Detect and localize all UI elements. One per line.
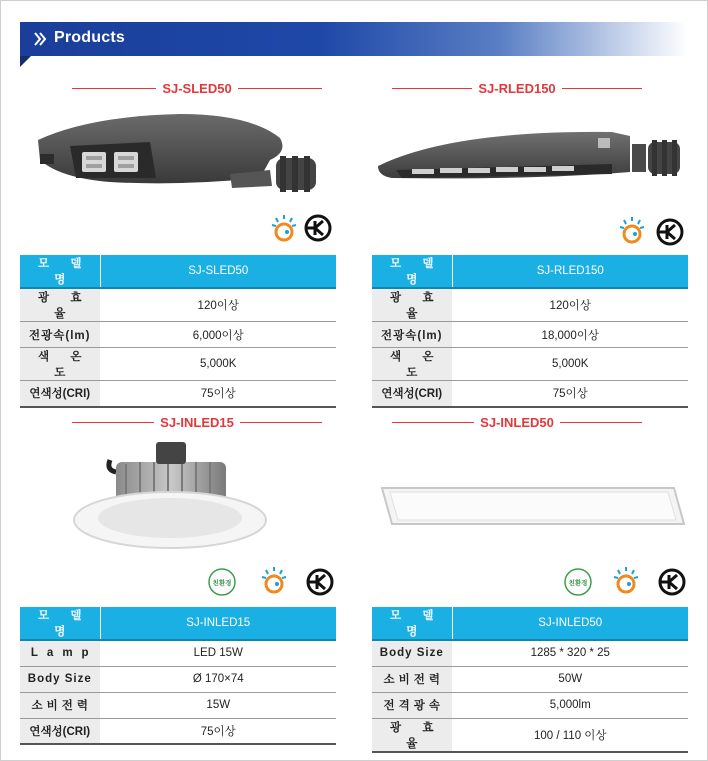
spec-label: Lamp <box>20 640 100 666</box>
spec-label: 광 효 율 <box>20 288 100 322</box>
title-rule <box>238 88 322 89</box>
spec-row <box>20 381 336 407</box>
spec-label: 연색성(CRI) <box>372 381 452 407</box>
efficiency-cert-icon <box>612 566 640 594</box>
spec-row <box>372 288 688 322</box>
spec-row <box>372 322 688 348</box>
spec-label: 연색성(CRI) <box>20 381 100 407</box>
spec-row <box>372 607 688 640</box>
spec-value: 5,000K <box>100 348 336 381</box>
kc-cert-icon <box>658 568 686 596</box>
spec-value: 6,000이상 <box>100 322 336 348</box>
spec-row <box>20 666 336 692</box>
title-rule <box>392 88 472 89</box>
spec-value: 1285 * 320 * 25 <box>452 640 688 666</box>
spec-label: 모 델 명 <box>20 255 100 288</box>
product-title-sled50 <box>72 78 322 98</box>
product-title-inled50 <box>392 412 642 432</box>
spec-label: 색 온 도 <box>20 348 100 381</box>
spec-table-sled50 <box>20 255 336 408</box>
kc-cert-icon <box>306 568 334 596</box>
efficiency-cert-icon <box>260 566 288 594</box>
spec-row <box>20 255 336 288</box>
spec-value: 50W <box>452 666 688 692</box>
efficiency-cert-icon <box>270 214 298 242</box>
spec-value: SJ-SLED50 <box>100 255 336 288</box>
kc-cert-icon <box>656 218 684 246</box>
title-rule <box>72 422 154 423</box>
spec-value: 5,000K <box>452 348 688 381</box>
spec-label: 전광속(lm) <box>20 322 100 348</box>
spec-label: 소비전력 <box>20 692 100 718</box>
double-chevron-right-icon <box>34 31 48 47</box>
spec-label: 전격광속 <box>372 692 452 718</box>
street-light-rled150-image <box>372 122 688 192</box>
spec-label: 색 온 도 <box>372 348 452 381</box>
spec-row <box>372 692 688 718</box>
efficiency-cert-icon <box>618 216 646 244</box>
spec-row <box>20 607 336 640</box>
spec-label: 전광속(lm) <box>372 322 452 348</box>
spec-row <box>20 288 336 322</box>
spec-row <box>20 640 336 666</box>
svg-text:친환경: 친환경 <box>212 579 232 587</box>
eco-cert-icon <box>564 568 592 596</box>
title-rule <box>240 422 322 423</box>
spec-value: SJ-INLED15 <box>100 607 336 640</box>
product-title-rled150 <box>392 78 642 98</box>
spec-row <box>20 348 336 381</box>
spec-row <box>372 381 688 407</box>
product-name: SJ-SLED50 <box>162 80 232 96</box>
spec-label: 모 델 명 <box>372 255 452 288</box>
spec-value: 120이상 <box>100 288 336 322</box>
spec-table-inled50 <box>372 607 688 753</box>
product-name: SJ-INLED15 <box>160 414 234 430</box>
downlight-inled15-image <box>70 440 270 552</box>
spec-label: Body Size <box>20 666 100 692</box>
spec-row <box>372 718 688 752</box>
spec-value: 18,000이상 <box>452 322 688 348</box>
spec-label: 모 델 명 <box>20 607 100 640</box>
spec-value: 120이상 <box>452 288 688 322</box>
product-title-inled15 <box>72 412 322 432</box>
spec-row <box>20 322 336 348</box>
title-rule <box>562 88 642 89</box>
spec-value: 15W <box>100 692 336 718</box>
spec-row <box>372 255 688 288</box>
spec-table-inled15 <box>20 607 336 745</box>
title-rule <box>392 422 474 423</box>
product-name: SJ-RLED150 <box>478 80 556 96</box>
svg-text:친환경: 친환경 <box>568 579 588 587</box>
section-title: Products <box>54 29 125 46</box>
spec-row <box>372 348 688 381</box>
title-rule <box>72 88 156 89</box>
header-fold-corner <box>20 56 31 67</box>
panel-light-inled50-image <box>378 478 688 530</box>
spec-row <box>20 718 336 744</box>
spec-label: 연색성(CRI) <box>20 718 100 744</box>
spec-label: 모 델 명 <box>372 607 452 640</box>
spec-value: 5,000lm <box>452 692 688 718</box>
title-rule <box>560 422 642 423</box>
street-light-sled50-image <box>30 108 330 198</box>
spec-row <box>20 692 336 718</box>
spec-value: 100 / 110 이상 <box>452 718 688 752</box>
spec-value: SJ-RLED150 <box>452 255 688 288</box>
spec-value: 75이상 <box>100 718 336 744</box>
spec-value: 75이상 <box>452 381 688 407</box>
spec-row <box>372 666 688 692</box>
spec-value: Ø 170×74 <box>100 666 336 692</box>
spec-value: LED 15W <box>100 640 336 666</box>
spec-label: 광 효 율 <box>372 288 452 322</box>
spec-value: 75이상 <box>100 381 336 407</box>
kc-cert-icon <box>304 214 332 242</box>
spec-row <box>372 640 688 666</box>
spec-label: Body Size <box>372 640 452 666</box>
spec-label: 소비전력 <box>372 666 452 692</box>
eco-cert-icon <box>208 568 236 596</box>
product-name: SJ-INLED50 <box>480 414 554 430</box>
spec-label: 광 효 율 <box>372 718 452 752</box>
spec-table-rled150 <box>372 255 688 408</box>
spec-value: SJ-INLED50 <box>452 607 688 640</box>
